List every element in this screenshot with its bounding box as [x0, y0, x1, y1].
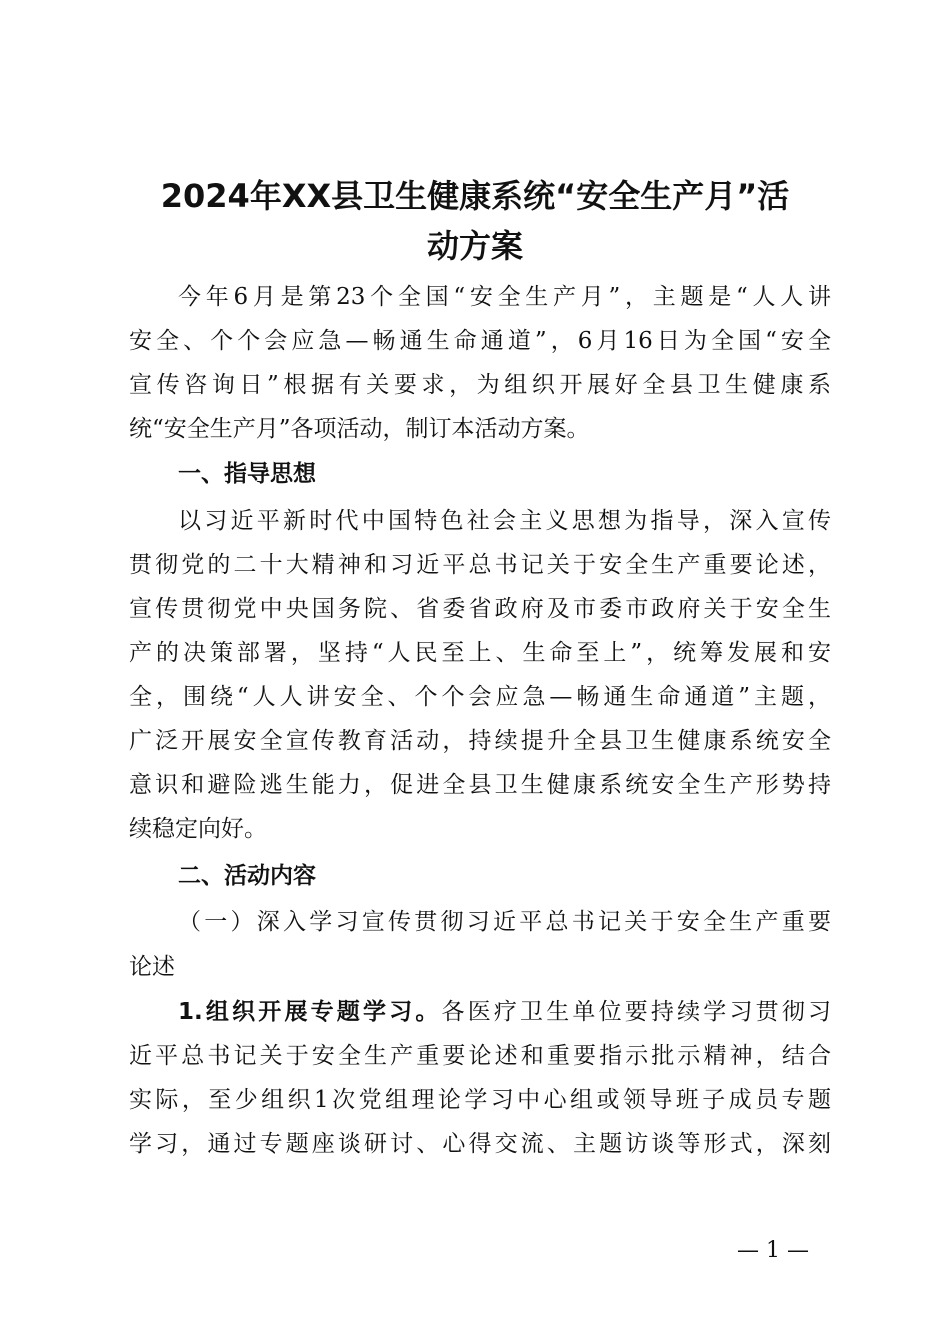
item-1-line-4: 学习，通过专题座谈研讨、心得交流、主题访谈等形式，深刻	[129, 1131, 831, 1157]
intro-line-4: 统“安全生产月”各项活动，制订本活动方案。	[129, 416, 590, 442]
section-1-heading: 一、指导思想	[178, 461, 316, 487]
item-1-bold-title: 1.组织开展专题学习。	[178, 999, 442, 1025]
section-1-line-5: 全，围绕“人人讲安全、个个会应急—畅通生命通道”主题，	[129, 684, 831, 710]
item-1-first-line-text: 各医疗卫生单位要持续学习贯彻习	[441, 999, 831, 1025]
section-1-line-1: 以习近平新时代中国特色社会主义思想为指导，深入宣传	[178, 508, 831, 534]
intro-line-3: 宣传咨询日”根据有关要求，为组织开展好全县卫生健康系	[129, 372, 831, 398]
item-1-line-3: 实际，至少组织1次党组理论学习中心组或领导班子成员专题	[129, 1087, 831, 1113]
item-1-line-1	[178, 996, 831, 1028]
document-title-line-2: 动方案	[426, 227, 523, 265]
section-1-line-3: 宣传贯彻党中央国务院、省委省政府及市委市政府关于安全生	[129, 596, 831, 622]
intro-line-2: 安全、个个会应急—畅通生命通道”，6月16日为全国“安全	[129, 328, 831, 354]
section-1-line-6: 广泛开展安全宣传教育活动，持续提升全县卫生健康系统安全	[129, 728, 831, 754]
section-1-line-7: 意识和避险逃生能力，促进全县卫生健康系统安全生产形势持	[129, 772, 831, 798]
item-1-line-2: 近平总书记关于安全生产重要论述和重要指示批示精神，结合	[129, 1043, 831, 1069]
section-1-line-2: 贯彻党的二十大精神和习近平总书记关于安全生产重要论述，	[129, 552, 831, 578]
section-2-heading: 二、活动内容	[178, 863, 316, 889]
section-1-line-8: 续稳定向好。	[129, 816, 267, 842]
page-number: — 1 —	[737, 1238, 809, 1263]
document-title-line-1: 2024年XX县卫生健康系统“安全生产月”活	[160, 177, 790, 215]
intro-line-1: 今年6月是第23个全国“安全生产月”，主题是“人人讲	[178, 284, 831, 310]
subsection-1-line-1: （一）深入学习宣传贯彻习近平总书记关于安全生产重要	[178, 909, 831, 935]
subsection-1-line-2: 论述	[129, 954, 175, 980]
section-1-line-4: 产的决策部署，坚持“人民至上、生命至上”，统筹发展和安	[129, 640, 831, 666]
